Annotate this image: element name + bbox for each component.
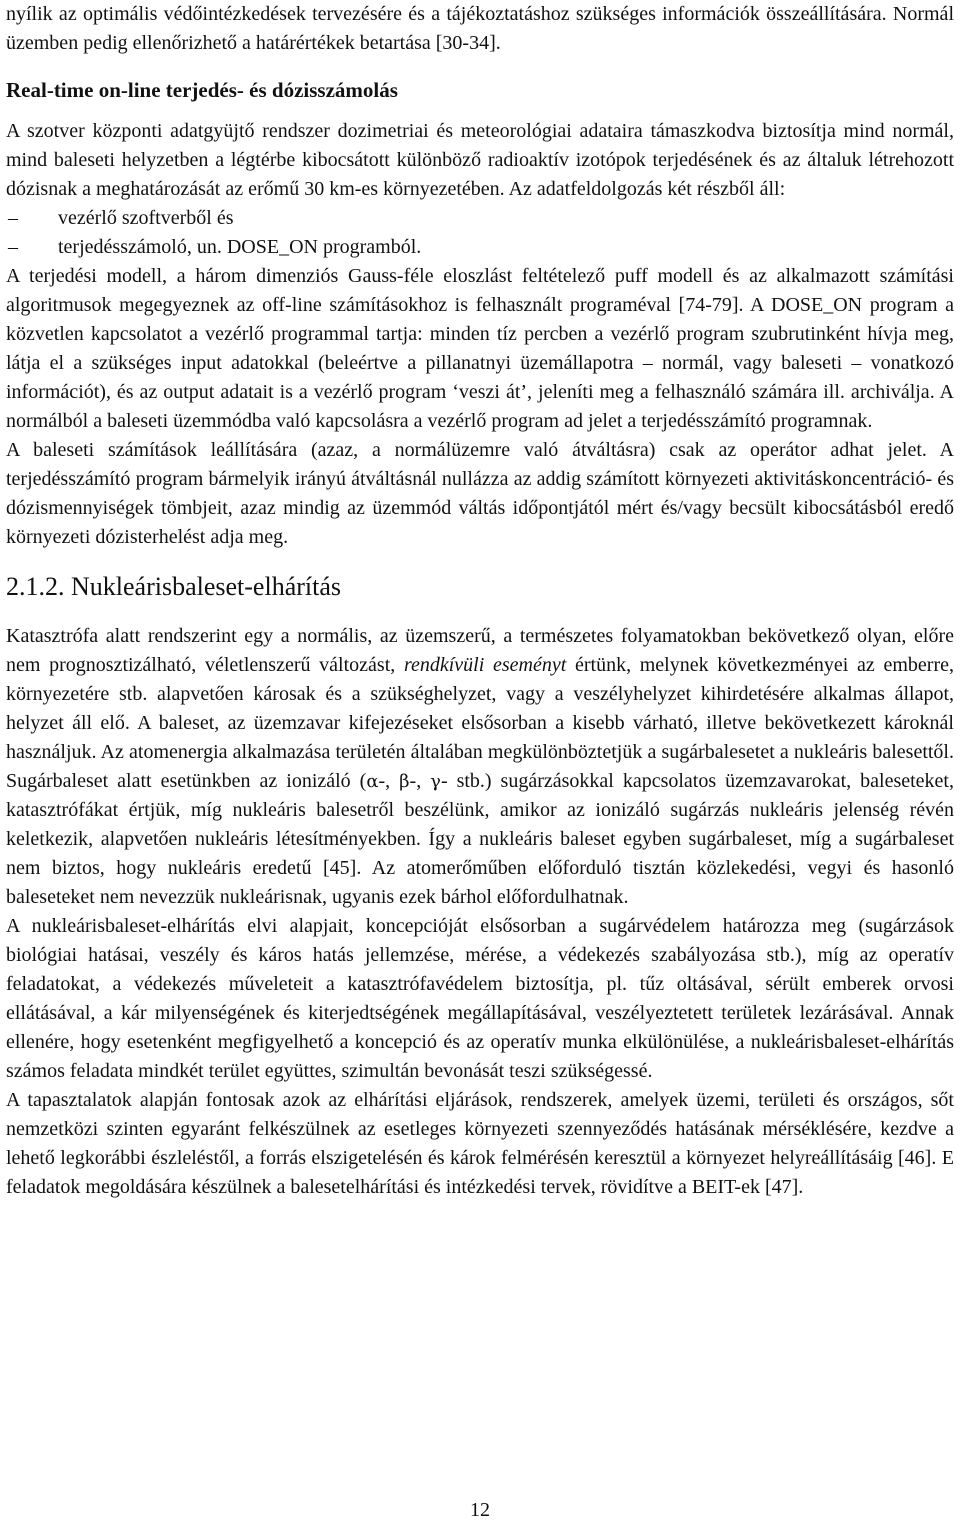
list-item-text: terjedésszámoló, un. DOSE_ON programból.: [58, 236, 422, 258]
paragraph-tapasztalatok: A tapasztalatok alapján fontosak azok az elhárítási eljárások, rendszerek, amelyek üzemi, területi és országos, sőt nemzetközi szinten egyaránt felkészülnek az esetleges környezeti szennyeződés hatásának mérséklésére, kezdve a lehető legkorábbi észleléstől, a forrás elszigetelésén és károk felmérésén keresztül a környezet helyreállításáig [46]. E feladatok megoldására készülnek a balesetelhárítási és intézkedési tervek, rövidítve a BEIT-ek [47].: [6, 1089, 954, 1198]
paragraph-baleseti: A baleseti számítások leállítására (azaz, a normálüzemre való átváltásra) csak az operátor adhat jelet. A terjedésszámító program bármelyik irányú átváltásnál nullázza az addig számított környezeti aktivitáskoncentráció- és dózismennyiségek tömbjeit, azaz mindig az üzemmód váltás időpontjától mért és/vagy becsült kibocsátásból eredő környezeti dózisterhelést adja meg.: [6, 439, 954, 548]
katasztrofa-text-3: - stb.) sugárzásokkal kapcsolatos üzemzavarokat, baleseteket, katasztrófákat értjük, míg nukleáris balesetről beszélünk, amikor az ionizáló sugárzás nukleáris jelenség révén keletkezik, alapvetően nukleáris létesítményekben. Így a nukleáris baleset egyben sugárbaleset, míg a sugárbaleset nem biztos, hogy nukleáris eredetű [45]. Az atomerőműben előforduló tisztán közlekedési, vegyi és hasonló baleseteket nem nevezzük nukleárisnak, ugyanis ezek bárhol előfordulhatnak.: [6, 770, 954, 908]
section-title: Real-time on-line terjedés- és dózisszámolás: [6, 78, 398, 102]
paragraph-top-fragment: nyílik az optimális védőintézkedések tervezésére és a tájékoztatáshoz szükséges információk összeállítására. Normál üzemben pedig ellenőrizhető a határértékek betartása [30-34].: [6, 3, 954, 54]
dash-bullet: –: [8, 207, 18, 229]
list-item: [6, 233, 954, 262]
list-item: [6, 204, 954, 233]
gamma-symbol: γ: [430, 771, 441, 792]
document-page: [6, 0, 954, 1202]
processing-list: [6, 204, 954, 262]
paragraph-katasztrofa: [6, 622, 954, 912]
beta-symbol: β: [399, 771, 410, 792]
alpha-symbol: α: [366, 771, 379, 792]
dash-bullet: –: [8, 236, 18, 258]
katasztrofa-text-1: Katasztrófa alatt rendszerint egy a normális, az üzemszerű, a természetes folyamatokban bekövetkező olyan, előre nem prognosztizálható, véletlenszerű változást,: [6, 625, 954, 676]
paragraph-elharitas: A nukleárisbaleset-elhárítás elvi alapjait, koncepcióját elsősorban a sugárvédelem határozza meg (sugárzások biológiai hatásai, veszély és káros hatás jellemzése, mérése, a védekezés szabályozása stb.), míg az operatív feladatokat, a védekezés műveleteit a katasztrófavédelem biztosítja, pl. tűz oltásával, sérült emberek orvosi ellátásával, a kár milyenségének és kiterjedtségének megállapításával, veszélyeztetett területek lezárásával. Annak ellenére, hogy esetenként megfigyelhető a koncepció és az operatív munka elkülönülése, a nukleárisbaleset-elhárítás számos feladata mindkét terület együttes, szimultán bevonását teszi szükségessé.: [6, 915, 954, 1082]
katasztrofa-text-2: értünk, melynek következményei az emberre, környezetére stb. alapvetően károsak és a szükséghelyzet, vagy a veszélyhelyzet kihirdetésére alkalmas állapot, helyzet áll elő. A baleset, az üzemzavar kifejezéseket elsősorban a kisebb várható, illetve bekövetkezett károknál használjuk. Az atomenergia alkalmazása területén általában megkülönböztetjük a sugárbalesetet a nukleáris balesettől. Sugárbaleset alatt esetünkben az ionizáló (: [6, 654, 954, 792]
greek-separator: -,: [378, 770, 400, 792]
greek-separator: -,: [409, 770, 431, 792]
paragraph-realtime: A szotver központi adatgyüjtő rendszer dozimetriai és meteorológiai adataira támaszkodva biztosítja mind normál, mind baleseti helyzetben a légtérbe kibocsátott különböző radioaktív izotópok terjedésének és az általuk létrehozott dózisnak a meghatározását az erőmű 30 km-es környezetében. Az adatfeldolgozás két részből áll:: [6, 120, 954, 200]
page-number: 12: [470, 1499, 490, 1521]
list-item-text: vezérlő szoftverből és: [58, 207, 234, 229]
section-heading: 2.1.2. Nukleárisbaleset-elhárítás: [6, 572, 341, 601]
katasztrofa-emphasis: rendkívüli eseményt: [403, 654, 567, 676]
paragraph-model: A terjedési modell, a három dimenziós Gauss-féle eloszlást feltételező puff modell és az alkalmazott számítási algoritmusok megegyeznek az off-line számításokhoz is felhasznált programéval [74-79]. A DOSE_ON program a közvetlen kapcsolatot a vezérlő programmal tartja: minden tíz percben a vezérlő program szubrutinként hívja meg, látja el a szükséges input adatokkal (beleértve a pillanatnyi üzemállapotra – normál, vagy baleseti – vonatkozó információt), és az output adatait is a vezérlő program ‘veszi át’, jeleníti meg a felhasználó számára ill. archiválja. A normálból a baleseti üzemmódba való kapcsolásra a vezérlő program ad jelet a terjedésszámító programnak.: [6, 265, 954, 432]
